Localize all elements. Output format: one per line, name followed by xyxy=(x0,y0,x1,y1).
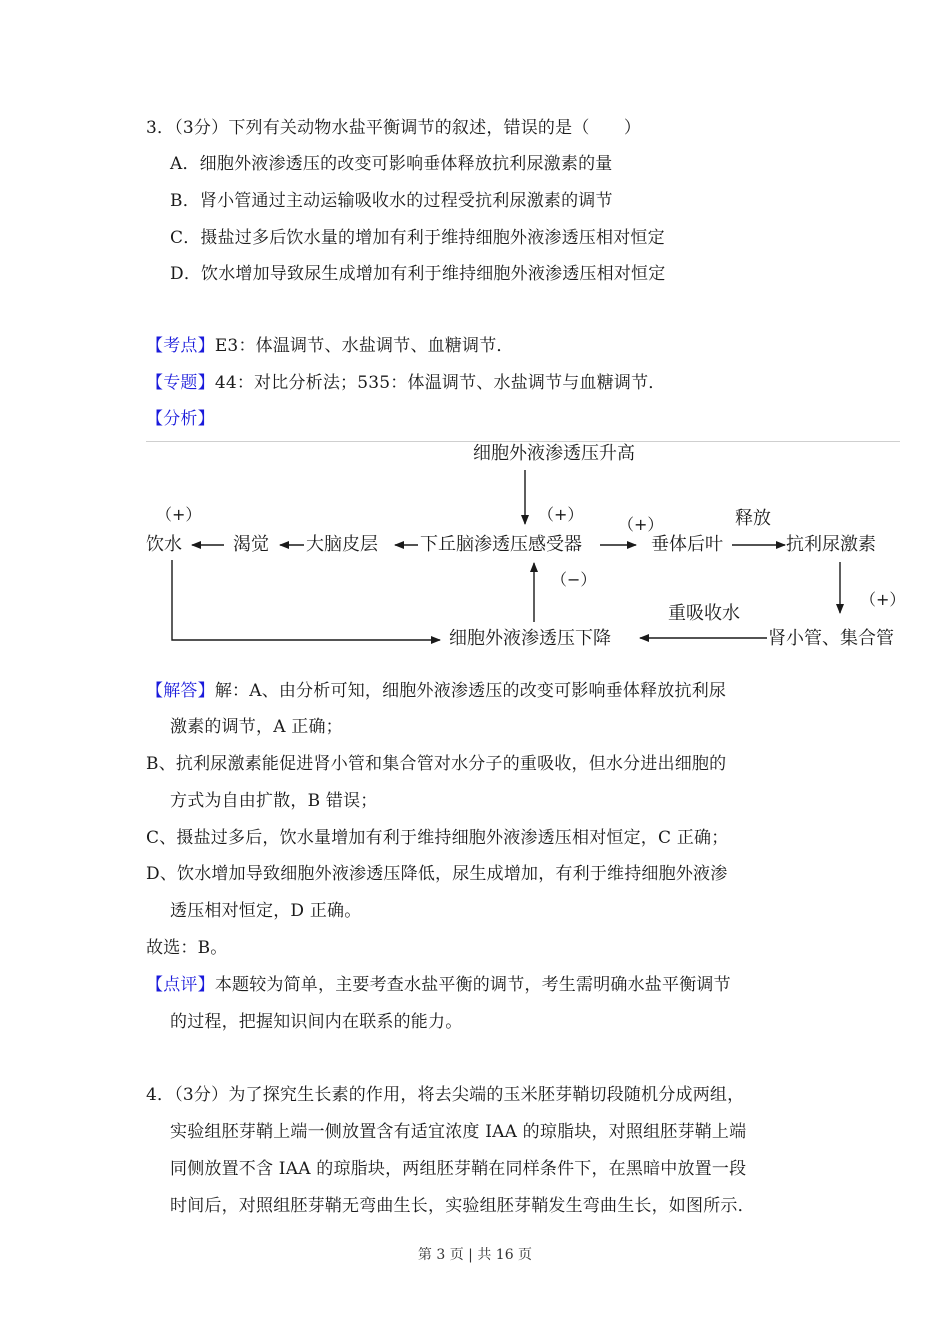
question-4-line: 同侧放置不含 IAA 的琼脂块，两组胚芽鞘在同样条件下，在黑暗中放置一段 xyxy=(170,1159,747,1179)
label-plus-pituitary: （+） xyxy=(618,515,664,534)
label-release: 释放 xyxy=(735,508,771,529)
node-osmotic-rise: 细胞外液渗透压升高 xyxy=(473,443,635,464)
zhuanti-text: 44：对比分析法；535：体温调节、水盐调节与血糖调节． xyxy=(214,373,666,393)
zhuanti-tag: 【专题】 xyxy=(146,373,215,393)
page-footer: 第 3 页 | 共 16 页 xyxy=(417,1247,533,1263)
zhuanti-row xyxy=(146,372,666,394)
jieda-line: B、抗利尿激素能促进肾小管和集合管对水分子的重吸收，但水分进出细胞的 xyxy=(146,754,727,774)
label-plus-drink: （+） xyxy=(156,505,202,524)
option-c: C．摄盐过多后饮水量的增加有利于维持细胞外液渗透压相对恒定 xyxy=(170,228,665,248)
dianping-tag: 【点评】 xyxy=(146,975,215,995)
label-plus-receptor: （+） xyxy=(538,505,584,524)
fenxi-row xyxy=(146,408,215,430)
node-thirst: 渴觉 xyxy=(233,534,269,555)
node-cerebral-cortex: 大脑皮层 xyxy=(306,534,378,555)
question-4-line: 时间后，对照组胚芽鞘无弯曲生长，实验组胚芽鞘发生弯曲生长，如图所示． xyxy=(170,1196,755,1216)
jieda-line: 解：A、由分析可知，细胞外液渗透压的改变可影响垂体释放抗利尿 xyxy=(214,681,727,701)
node-kidney-tubules: 肾小管、集合管 xyxy=(768,628,894,649)
jieda-line: 方式为自由扩散，B 错误； xyxy=(170,791,378,811)
dianping-row-1 xyxy=(146,974,731,996)
option-d: D．饮水增加导致尿生成增加有利于维持细胞外液渗透压相对恒定 xyxy=(170,264,666,284)
jieda-line: 透压相对恒定，D 正确。 xyxy=(170,901,362,921)
answer-line: 故选：B。 xyxy=(146,938,228,958)
dianping-line: 的过程，把握知识间内在联系的能力。 xyxy=(170,1012,463,1032)
label-reabsorb-water: 重吸收水 xyxy=(668,603,740,624)
node-hypothalamus-receptor: 下丘脑渗透压感受器 xyxy=(420,534,582,555)
node-osmotic-drop: 细胞外液渗透压下降 xyxy=(449,628,611,649)
node-posterior-pituitary: 垂体后叶 xyxy=(651,534,723,555)
node-drink-water: 饮水 xyxy=(146,534,182,555)
kaodian-text: E3：体温调节、水盐调节、血糖调节． xyxy=(214,336,514,356)
node-adh: 抗利尿激素 xyxy=(786,534,876,555)
jieda-tag: 【解答】 xyxy=(146,681,215,701)
dianping-line: 本题较为简单，主要考查水盐平衡的调节，考生需明确水盐平衡调节 xyxy=(214,975,731,995)
question-3-stem: 3．（3分）下列有关动物水盐平衡调节的叙述，错误的是（ ） xyxy=(146,118,642,138)
jieda-line: 激素的调节，A 正确； xyxy=(170,717,343,737)
fenxi-tag: 【分析】 xyxy=(146,409,215,429)
jieda-line: C、摄盐过多后，饮水量增加有利于维持细胞外液渗透压相对恒定，C 正确； xyxy=(146,828,729,848)
jieda-row-1 xyxy=(146,680,726,702)
section-divider xyxy=(146,441,900,442)
kaodian-row xyxy=(146,335,514,357)
label-plus-kidney: （+） xyxy=(860,590,906,609)
jieda-line: D、饮水增加导致细胞外液渗透压降低，尿生成增加，有利于维持细胞外液渗 xyxy=(146,864,728,884)
kaodian-tag: 【考点】 xyxy=(146,336,215,356)
label-minus-feedback: （−） xyxy=(551,570,597,589)
option-b: B．肾小管通过主动运输吸收水的过程受抗利尿激素的调节 xyxy=(170,191,613,211)
question-4-line: 4．（3分）为了探究生长素的作用，将去尖端的玉米胚芽鞘切段随机分成两组， xyxy=(146,1085,745,1105)
question-4-line: 实验组胚芽鞘上端一侧放置含有适宜浓度 IAA 的琼脂块，对照组胚芽鞘上端 xyxy=(170,1122,747,1142)
option-a: A．细胞外液渗透压的改变可影响垂体释放抗利尿激素的量 xyxy=(170,154,613,174)
